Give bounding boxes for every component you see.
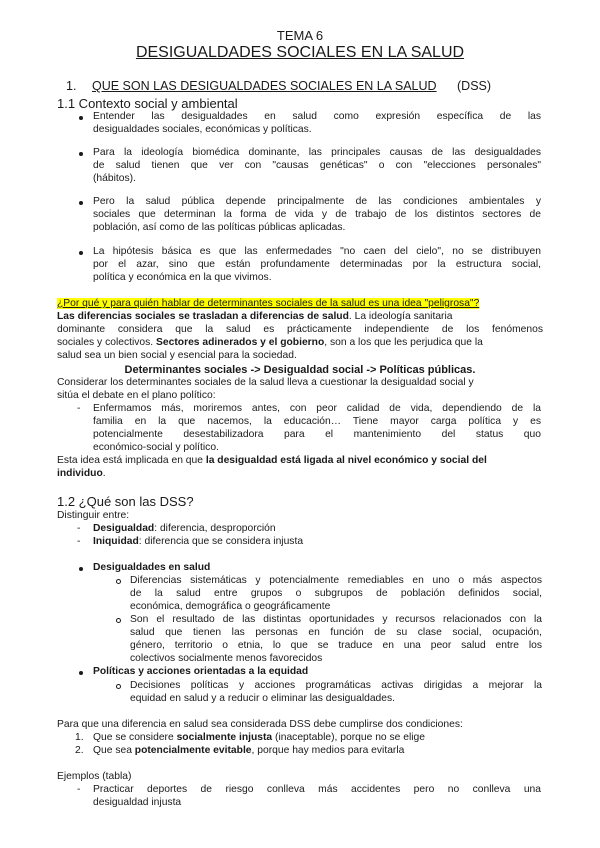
- paragraph-line: sitúa el debate en el plano político:: [57, 390, 216, 401]
- dash-marker: -: [77, 536, 81, 547]
- highlighted-question: ¿Por qué y para quién hablar de determinantes sociales de la salud es una idea "peligrosa"?: [57, 298, 480, 309]
- subsection-title: 1.1 Contexto social y ambiental: [57, 96, 238, 111]
- page-title: DESIGUALDADES SOCIALES EN LA SALUD: [135, 44, 465, 61]
- paragraph-line: dominante considera que la salud es prácticamente independiente de los fenómenos: [57, 324, 543, 335]
- dash-text: Practicar deportes de riesgo conlleva más accidentes pero no conlleva una: [93, 784, 541, 795]
- paragraph-line: sociales y colectivos. Sectores adinerados y el gobierno, son a los que les perjudica que la: [57, 337, 483, 348]
- sub-bullet-text: Decisiones políticas y acciones programáticas activas dirigidas a mejorar la: [130, 680, 542, 691]
- bullet-text: Entender las desigualdades en salud como expresión específica de las: [93, 111, 541, 122]
- sub-bullet-text: económica, demográfica o geográficamente: [130, 601, 331, 612]
- sub-bullet-text: colectivos socialmente menos favorecidos: [130, 653, 323, 664]
- dash-marker: -: [77, 784, 81, 795]
- bullet-text: política y económica en la que vivimos.: [93, 272, 272, 283]
- sub-bullet-text: Son el resultado de las distintas oportunidades y recursos relacionados con la: [130, 614, 542, 625]
- bullet-icon: [79, 251, 83, 255]
- circle-bullet-icon: [116, 579, 121, 584]
- paragraph-line: salud sea un bien social y esencial para la sociedad.: [57, 350, 297, 361]
- dash-text: familia en la que nacemos, la educación… Tiene mayor carga política y es: [93, 416, 541, 427]
- section-abbr: (DSS): [457, 79, 492, 93]
- paragraph-line: Ejemplos (tabla): [57, 771, 132, 782]
- dash-text: económico-social y político.: [93, 442, 219, 453]
- paragraph-line: individuo.: [57, 468, 106, 479]
- bullet-text: Para la ideología biomédica dominante, las principales causas de las desigualdades: [93, 147, 541, 158]
- bullet-title: Desigualdades en salud: [93, 562, 211, 573]
- bullet-title: Políticas y acciones orientadas a la equidad: [93, 666, 309, 677]
- definition-item: Iniquidad: diferencia que se considera injusta: [93, 536, 304, 547]
- condition-item: Que se considere socialmente injusta (inaceptable), porque no se elige: [93, 732, 425, 743]
- bullet-text: La hipótesis básica es que las enfermedades "no caen del cielo", no se distribuyen: [93, 246, 541, 257]
- bullet-text: Pero la salud pública depende principalmente de las condiciones ambientales y: [93, 196, 541, 207]
- paragraph-line: Distinguir entre:: [57, 510, 130, 521]
- definition-item: Desigualdad: diferencia, desproporción: [93, 523, 276, 534]
- condition-number: 1.: [75, 732, 84, 743]
- bullet-text: por el azar, sino que están profundamente determinadas por la estructura social,: [93, 259, 541, 270]
- paragraph-line: Considerar los determinantes sociales de la salud lleva a cuestionar la desigualdad social y: [57, 377, 474, 388]
- paragraph-line: Para que una diferencia en salud sea considerada DSS debe cumplirse dos condiciones:: [57, 719, 463, 730]
- sub-bullet-text: Diferencias sistemáticas y potencialmente remediables en uno o más aspectos: [130, 575, 542, 586]
- bullet-icon: [79, 152, 83, 156]
- condition-item: Que sea potencialmente evitable, porque hay medios para evitarla: [93, 745, 405, 756]
- bullet-text: (hábitos).: [93, 173, 136, 184]
- bullet-text: desigualdades sociales, económicas y políticas.: [93, 124, 312, 135]
- bullet-text: población, así como de las políticas públicas aplicadas.: [93, 222, 346, 233]
- sub-bullet-text: salud que tienen las personas en función de su clase social, ocupación,: [130, 627, 542, 638]
- sub-bullet-text: de la salud entre grupos o subgrupos de población definidos social,: [130, 588, 542, 599]
- dash-text: Enfermamos más, moriremos antes, con peor calidad de vida, dependiendo de la: [93, 403, 541, 414]
- dash-text: desigualdad injusta: [93, 797, 182, 808]
- bullet-icon: [79, 201, 83, 205]
- sub-bullet-text: género, territorio o etnia, lo que se traduce en una peor salud entre los: [130, 640, 542, 651]
- section-title: QUE SON LAS DESIGUALDADES SOCIALES EN LA SALUD: [92, 79, 437, 93]
- sub-bullet-text: equidad en salud y a reducir o eliminar las desigualdades.: [130, 693, 396, 704]
- paragraph-line: Las diferencias sociales se trasladan a diferencias de salud. La ideología sanitaria: [57, 311, 453, 322]
- bullet-text: sociales que determinan la forma de vida y de trabajo de los distintos sectores de: [93, 209, 541, 220]
- paragraph-line: Esta idea está implicada en que la desigualdad está ligada al nivel económico y social del: [57, 455, 487, 466]
- determinants-chain: Determinantes sociales -> Desigualdad social -> Políticas públicas.: [124, 364, 476, 376]
- bullet-text: de salud tienen que ver con "causas genéticas" o con "elecciones personales": [93, 160, 541, 171]
- circle-bullet-icon: [116, 618, 121, 623]
- condition-number: 2.: [75, 745, 84, 756]
- tema-label: TEMA 6: [276, 28, 324, 43]
- bullet-icon: [79, 671, 83, 675]
- bullet-icon: [79, 567, 83, 571]
- subsection-title: 1.2 ¿Qué son las DSS?: [57, 494, 194, 509]
- section-number: 1.: [66, 79, 77, 93]
- circle-bullet-icon: [116, 684, 121, 689]
- dash-marker: -: [77, 523, 81, 534]
- dash-marker: -: [77, 403, 81, 414]
- bullet-icon: [79, 116, 83, 120]
- dash-text: potencialmente desestabilizadora para el mantenimiento del status quo: [93, 429, 541, 440]
